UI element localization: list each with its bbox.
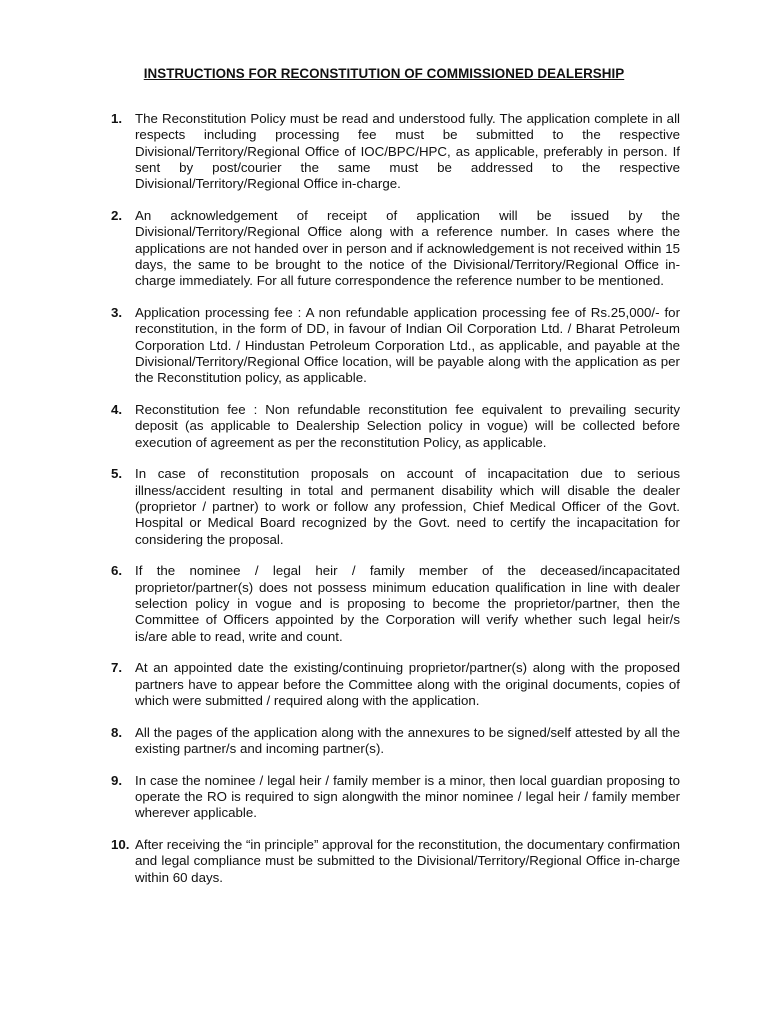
item-text: Reconstitution fee : Non refundable reconstitution fee equivalent to prevailing security deposit (as applicable to Dealership Selection policy in vogue) will be collected before execution of agreement as per the reconstitution Policy, as applicable.	[135, 401, 680, 450]
item-text: An acknowledgement of receipt of application will be issued by the Divisional/Territory/Regional Office along with a reference number. In cases where the applications are not handed over in person and if acknowledgement is not received within 15 days, the same to be brought to the notice of the Divisional/Territory/Regional Office in-charge immediately. For all future correspondence the reference number to be mentioned.	[135, 207, 680, 289]
instruction-item	[111, 837, 680, 886]
item-text: Application processing fee : A non refundable application processing fee of Rs.25,000/- for reconstitution, in the form of DD, in favour of Indian Oil Corporation Ltd. / Bharat Petroleum Corporation Ltd. / Hindustan Petroleum Corporation Ltd., as applicable, and payable at the Divisional/Territory/Regional Office location, will be payable along with the application as per the Reconstitution policy, as applicable.	[135, 304, 680, 386]
item-number: 4.	[111, 401, 123, 417]
item-text: The Reconstitution Policy must be read and understood fully. The application complete in all respects including processing fee must be submitted to the respective Divisional/Territory/Regional Office of IOC/BPC/HPC, as applicable, preferably in person. If sent by post/courier the same must be addressed to the respective Divisional/Territory/Regional Office in-charge.	[135, 111, 680, 192]
item-number: 1.	[111, 111, 123, 126]
item-number: 6.	[111, 563, 123, 579]
instruction-item	[111, 725, 680, 758]
item-text: If the nominee / legal heir / family member of the deceased/incapacitated proprietor/partner(s) does not possess minimum education qualification in line with dealer selection policy in vogue and is proposing to become the proprietor/partner, then the Committee of Officers appointed by the Corporation will verify whether such legal heir/s is/are able to read, write and count.	[135, 563, 680, 644]
instruction-item	[111, 208, 680, 289]
instruction-item	[111, 466, 680, 547]
item-number: 10.	[111, 837, 130, 853]
item-text: After receiving the “in principle” approval for the reconstitution, the documentary confirmation and legal compliance must be submitted to the Divisional/Territory/Regional Office in-charge within 60 days.	[135, 837, 680, 885]
item-number: 3.	[111, 304, 123, 320]
item-number: 9.	[111, 772, 123, 788]
instruction-item	[111, 111, 680, 192]
item-text: All the pages of the application along with the annexures to be signed/self attested by all the existing partner/s and incoming partner(s).	[135, 724, 680, 756]
item-number: 8.	[111, 724, 123, 740]
document-title: INSTRUCTIONS FOR RECONSTITUTION OF COMMISSIONED DEALERSHIP	[143, 66, 625, 81]
item-number: 2.	[111, 207, 123, 223]
instruction-item	[111, 402, 680, 451]
instruction-item	[111, 660, 680, 709]
item-number: 5.	[111, 466, 123, 482]
instructions-list	[111, 111, 680, 902]
item-text: At an appointed date the existing/continuing proprietor/partner(s) along with the proposed partners have to appear before the Committee along with the original documents, copies of which were submitted / required along with the application.	[135, 660, 680, 708]
item-text: In case the nominee / legal heir / family member is a minor, then local guardian proposing to operate the RO is required to sign alongwith the minor nominee / legal heir / family member wherever applicable.	[135, 772, 680, 821]
instruction-item	[111, 563, 680, 644]
instruction-item	[111, 305, 680, 386]
item-text: In case of reconstitution proposals on account of incapacitation due to serious illness/accident resulting in total and permanent disability which will disable the dealer (proprietor / partner) to work or follow any profession, Chief Medical Officer of the Govt. Hospital or Medical Board recognized by the Govt. need to certify the incapacitation for considering the proposal.	[135, 466, 680, 547]
instruction-item	[111, 773, 680, 822]
item-number: 7.	[111, 660, 123, 676]
